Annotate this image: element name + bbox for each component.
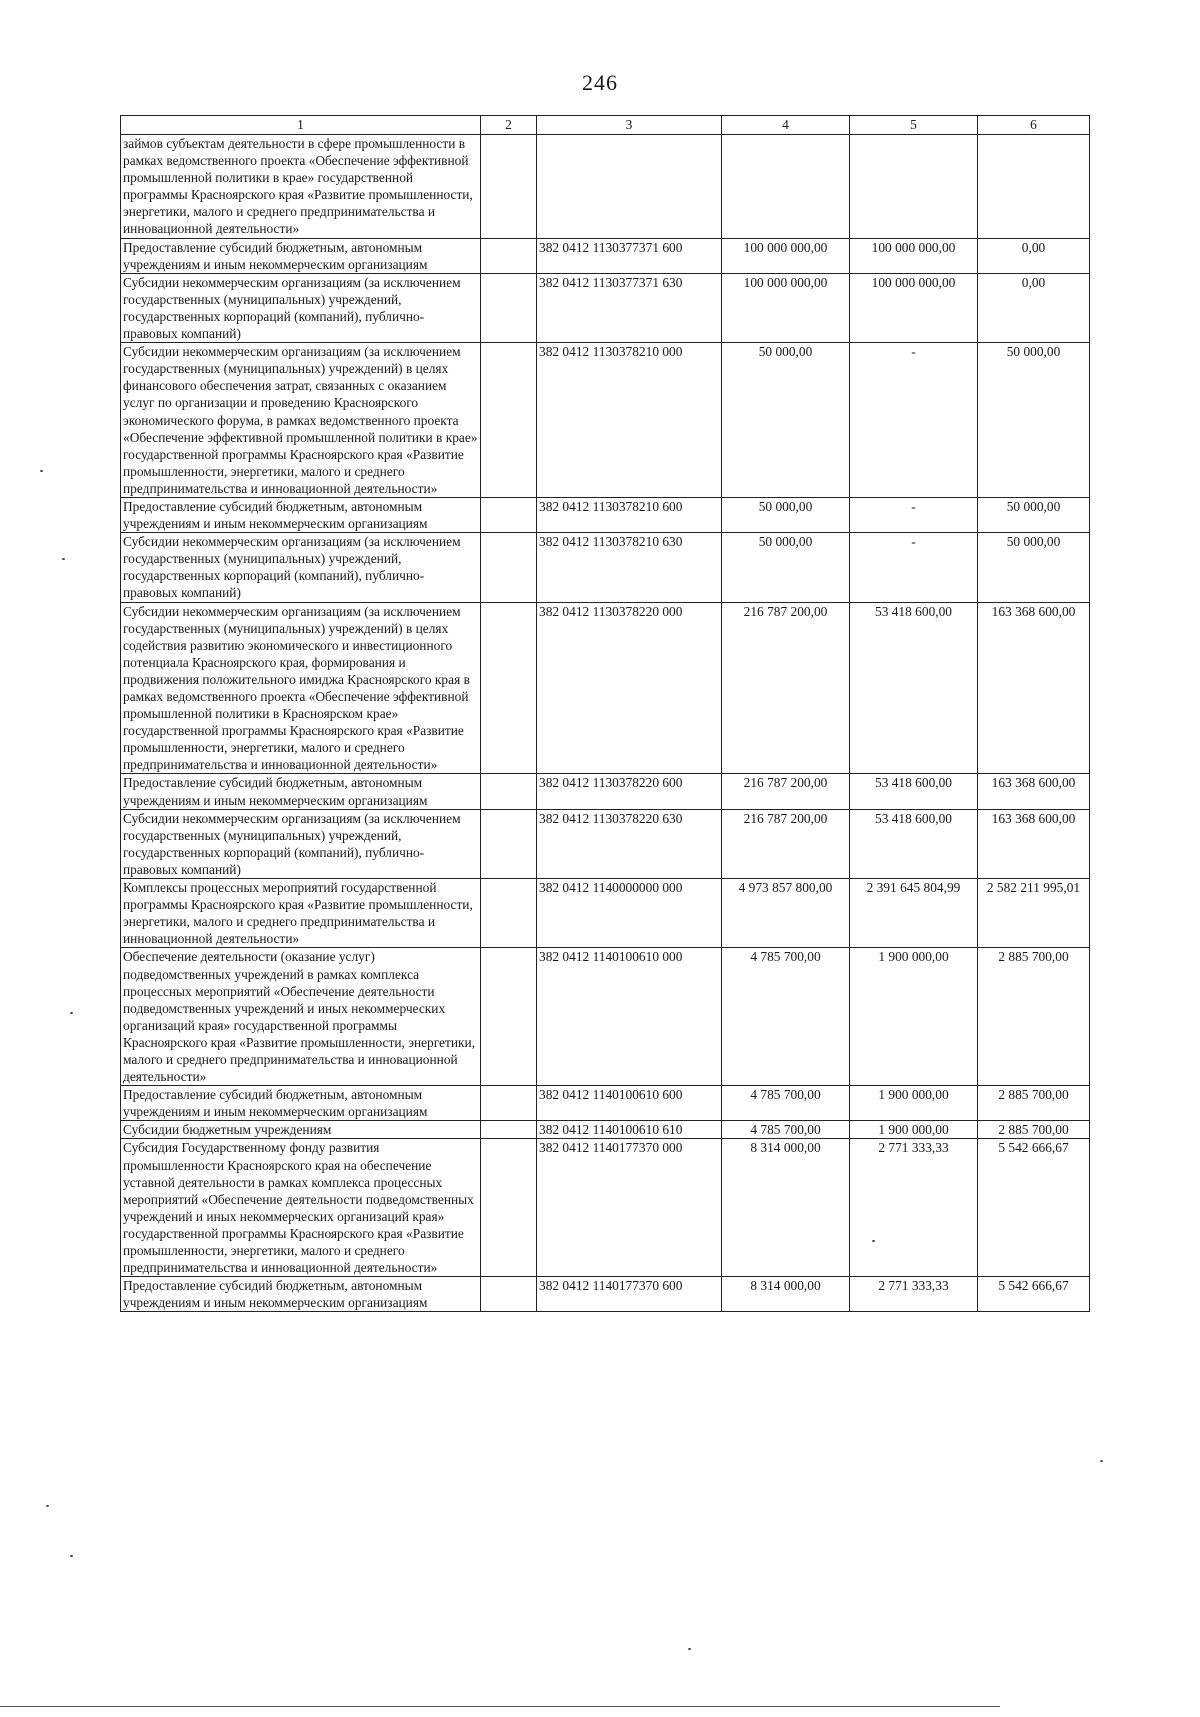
column-header: 5 bbox=[850, 116, 978, 135]
column-2-cell bbox=[481, 1139, 537, 1277]
amount-col-4-cell: 216 787 200,00 bbox=[722, 774, 850, 809]
budget-code-cell: 382 0412 1130378220 600 bbox=[537, 774, 722, 809]
amount-col-4-cell: 50 000,00 bbox=[722, 533, 850, 602]
amount-col-5-cell: - bbox=[850, 497, 978, 532]
column-2-cell bbox=[481, 343, 537, 498]
amount-col-4-cell: 8 314 000,00 bbox=[722, 1139, 850, 1277]
scan-speck bbox=[40, 470, 43, 472]
amount-col-5-cell: - bbox=[850, 533, 978, 602]
column-2-cell bbox=[481, 809, 537, 878]
page-number: 246 bbox=[582, 70, 618, 95]
amount-col-6-cell: 50 000,00 bbox=[978, 533, 1090, 602]
table-header-row bbox=[121, 116, 1090, 135]
budget-table bbox=[120, 115, 1090, 1312]
column-2-cell bbox=[481, 948, 537, 1086]
item-name-cell: Предоставление субсидий бюджетным, автономным учреждениям и иным некоммерческим организациям bbox=[121, 497, 481, 532]
item-name-cell: Предоставление субсидий бюджетным, автономным учреждениям и иным некоммерческим организациям bbox=[121, 774, 481, 809]
column-2-cell bbox=[481, 533, 537, 602]
amount-col-6-cell: 163 368 600,00 bbox=[978, 602, 1090, 774]
item-name-cell: Предоставление субсидий бюджетным, автономным учреждениям и иным некоммерческим организациям bbox=[121, 238, 481, 273]
item-name-cell: займов субъектам деятельности в сфере промышленности в рамках ведомственного проекта «Обеспечение эффективной промышленной политики в крае» государственной программы Красноярского края «Развитие промышленности, энергетики, малого и среднего предпринимательства и инновационной деятельности» bbox=[121, 135, 481, 239]
amount-col-5-cell: 1 900 000,00 bbox=[850, 1121, 978, 1139]
amount-col-5-cell: - bbox=[850, 343, 978, 498]
amount-col-4-cell: 100 000 000,00 bbox=[722, 238, 850, 273]
scan-speck bbox=[688, 1648, 691, 1650]
amount-col-6-cell: 5 542 666,67 bbox=[978, 1277, 1090, 1312]
amount-col-5-cell bbox=[850, 135, 978, 239]
amount-col-5-cell: 2 391 645 804,99 bbox=[850, 879, 978, 948]
scan-bottom-edge bbox=[0, 1706, 1000, 1707]
budget-code-cell: 382 0412 1130378220 630 bbox=[537, 809, 722, 878]
scan-speck bbox=[46, 1505, 49, 1507]
amount-col-6-cell: 0,00 bbox=[978, 238, 1090, 273]
table-row bbox=[121, 1086, 1090, 1121]
scan-speck bbox=[70, 1012, 73, 1014]
item-name-cell: Предоставление субсидий бюджетным, автономным учреждениям и иным некоммерческим организациям bbox=[121, 1277, 481, 1312]
amount-col-6-cell: 50 000,00 bbox=[978, 343, 1090, 498]
amount-col-4-cell bbox=[722, 135, 850, 239]
column-2-cell bbox=[481, 774, 537, 809]
budget-code-cell: 382 0412 1140000000 000 bbox=[537, 879, 722, 948]
budget-code-cell: 382 0412 1130377371 630 bbox=[537, 273, 722, 342]
column-2-cell bbox=[481, 135, 537, 239]
table-row bbox=[121, 533, 1090, 602]
amount-col-4-cell: 216 787 200,00 bbox=[722, 602, 850, 774]
table-row bbox=[121, 602, 1090, 774]
scan-speck bbox=[1100, 1460, 1103, 1462]
column-2-cell bbox=[481, 1086, 537, 1121]
amount-col-5-cell: 1 900 000,00 bbox=[850, 1086, 978, 1121]
item-name-cell: Предоставление субсидий бюджетным, автономным учреждениям и иным некоммерческим организациям bbox=[121, 1086, 481, 1121]
column-header: 6 bbox=[978, 116, 1090, 135]
budget-code-cell: 382 0412 1130378210 630 bbox=[537, 533, 722, 602]
column-2-cell bbox=[481, 238, 537, 273]
table-row bbox=[121, 497, 1090, 532]
amount-col-4-cell: 50 000,00 bbox=[722, 497, 850, 532]
item-name-cell: Обеспечение деятельности (оказание услуг) подведомственных учреждений в рамках комплекса процессных мероприятий «Обеспечение деятельности подведомственных учреждений и иных некоммерческих организаций края» государственной программы Красноярского края «Развитие промышленности, энергетики, малого и среднего предпринимательства и инновационной деятельности» bbox=[121, 948, 481, 1086]
item-name-cell: Субсидии некоммерческим организациям (за исключением государственных (муниципальных) учреждений) в целях содействия развитию экономического и инвестиционного потенциала Красноярского края, формирования и продвижения положительного имиджа Красноярского края в рамках ведомственного проекта «Обеспечение эффективной промышленной политики в Красноярском крае» государственной программы Красноярского края «Развитие промышленности, энергетики, малого и среднего предпринимательства и инновационной деятельности» bbox=[121, 602, 481, 774]
item-name-cell: Субсидии некоммерческим организациям (за исключением государственных (муниципальных) учреждений, государственных корпораций (компаний), публично-правовых компаний) bbox=[121, 533, 481, 602]
amount-col-6-cell: 2 885 700,00 bbox=[978, 1121, 1090, 1139]
table-row bbox=[121, 238, 1090, 273]
column-2-cell bbox=[481, 497, 537, 532]
amount-col-4-cell: 216 787 200,00 bbox=[722, 809, 850, 878]
item-name-cell: Субсидии бюджетным учреждениям bbox=[121, 1121, 481, 1139]
item-name-cell: Субсидии некоммерческим организациям (за исключением государственных (муниципальных) учреждений) в целях финансового обеспечения затрат, связанных с оказанием услуг по организации и проведению Красноярского экономического форума, в рамках ведомственного проекта «Обеспечение эффективной промышленной политики в крае» государственной программы Красноярского края «Развитие промышленности, энергетики, малого и среднего предпринимательства и инновационной деятельности» bbox=[121, 343, 481, 498]
amount-col-6-cell: 163 368 600,00 bbox=[978, 774, 1090, 809]
table-row bbox=[121, 1139, 1090, 1277]
item-name-cell: Комплексы процессных мероприятий государственной программы Красноярского края «Развитие промышленности, энергетики, малого и среднего предпринимательства и инновационной деятельности» bbox=[121, 879, 481, 948]
amount-col-5-cell: 100 000 000,00 bbox=[850, 238, 978, 273]
item-name-cell: Субсидии некоммерческим организациям (за исключением государственных (муниципальных) учреждений, государственных корпораций (компаний), публично-правовых компаний) bbox=[121, 809, 481, 878]
amount-col-5-cell: 100 000 000,00 bbox=[850, 273, 978, 342]
amount-col-4-cell: 4 785 700,00 bbox=[722, 948, 850, 1086]
amount-col-6-cell: 2 885 700,00 bbox=[978, 1086, 1090, 1121]
table-row bbox=[121, 1277, 1090, 1312]
amount-col-6-cell: 163 368 600,00 bbox=[978, 809, 1090, 878]
amount-col-5-cell: 53 418 600,00 bbox=[850, 809, 978, 878]
amount-col-6-cell: 2 885 700,00 bbox=[978, 948, 1090, 1086]
amount-col-5-cell: 53 418 600,00 bbox=[850, 602, 978, 774]
amount-col-4-cell: 8 314 000,00 bbox=[722, 1277, 850, 1312]
table-row bbox=[121, 273, 1090, 342]
table-row bbox=[121, 343, 1090, 498]
column-2-cell bbox=[481, 1121, 537, 1139]
amount-col-5-cell: 53 418 600,00 bbox=[850, 774, 978, 809]
column-2-cell bbox=[481, 273, 537, 342]
budget-code-cell bbox=[537, 135, 722, 239]
budget-code-cell: 382 0412 1130378210 600 bbox=[537, 497, 722, 532]
column-header: 4 bbox=[722, 116, 850, 135]
column-header: 3 bbox=[537, 116, 722, 135]
column-2-cell bbox=[481, 879, 537, 948]
scan-speck bbox=[872, 1240, 875, 1242]
amount-col-5-cell: 1 900 000,00 bbox=[850, 948, 978, 1086]
column-header: 1 bbox=[121, 116, 481, 135]
budget-code-cell: 382 0412 1140100610 610 bbox=[537, 1121, 722, 1139]
amount-col-6-cell: 0,00 bbox=[978, 273, 1090, 342]
item-name-cell: Субсидия Государственному фонду развития промышленности Красноярского края на обеспечение уставной деятельности в рамках комплекса процессных мероприятий «Обеспечение деятельности подведомственных учреждений и иных некоммерческих организаций края» государственной программы Красноярского края «Развитие промышленности, энергетики, малого и среднего предпринимательства и инновационной деятельности» bbox=[121, 1139, 481, 1277]
budget-code-cell: 382 0412 1130378210 000 bbox=[537, 343, 722, 498]
table-row bbox=[121, 809, 1090, 878]
column-2-cell bbox=[481, 602, 537, 774]
scan-speck bbox=[70, 1555, 73, 1557]
amount-col-4-cell: 100 000 000,00 bbox=[722, 273, 850, 342]
amount-col-4-cell: 4 973 857 800,00 bbox=[722, 879, 850, 948]
amount-col-6-cell: 50 000,00 bbox=[978, 497, 1090, 532]
amount-col-6-cell bbox=[978, 135, 1090, 239]
item-name-cell: Субсидии некоммерческим организациям (за исключением государственных (муниципальных) учреждений, государственных корпораций (компаний), публично-правовых компаний) bbox=[121, 273, 481, 342]
table-row bbox=[121, 948, 1090, 1086]
amount-col-6-cell: 2 582 211 995,01 bbox=[978, 879, 1090, 948]
amount-col-4-cell: 4 785 700,00 bbox=[722, 1086, 850, 1121]
scan-speck bbox=[62, 558, 65, 560]
budget-code-cell: 382 0412 1130378220 000 bbox=[537, 602, 722, 774]
amount-col-5-cell: 2 771 333,33 bbox=[850, 1139, 978, 1277]
budget-code-cell: 382 0412 1130377371 600 bbox=[537, 238, 722, 273]
table-row bbox=[121, 1121, 1090, 1139]
budget-code-cell: 382 0412 1140100610 000 bbox=[537, 948, 722, 1086]
table-row bbox=[121, 879, 1090, 948]
budget-code-cell: 382 0412 1140177370 600 bbox=[537, 1277, 722, 1312]
amount-col-4-cell: 4 785 700,00 bbox=[722, 1121, 850, 1139]
budget-code-cell: 382 0412 1140177370 000 bbox=[537, 1139, 722, 1277]
amount-col-5-cell: 2 771 333,33 bbox=[850, 1277, 978, 1312]
table-row bbox=[121, 135, 1090, 239]
column-2-cell bbox=[481, 1277, 537, 1312]
amount-col-4-cell: 50 000,00 bbox=[722, 343, 850, 498]
amount-col-6-cell: 5 542 666,67 bbox=[978, 1139, 1090, 1277]
column-header: 2 bbox=[481, 116, 537, 135]
table-row bbox=[121, 774, 1090, 809]
budget-code-cell: 382 0412 1140100610 600 bbox=[537, 1086, 722, 1121]
